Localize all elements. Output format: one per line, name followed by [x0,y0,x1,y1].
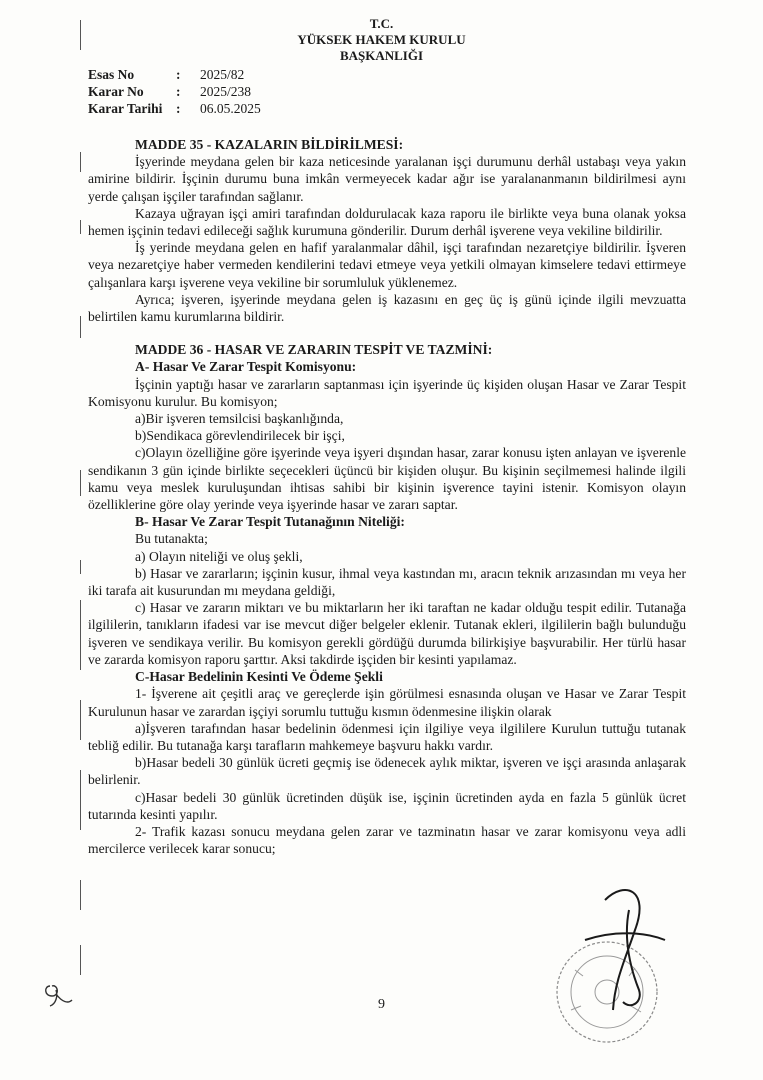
section-b-p2: c) Hasar ve zararın miktarı ve bu miktarların her iki taraftan ne kadar olduğu tespit edilir. Tutanağa ilgililerin, tanıkların ifadesi var ise mevcut diğer belgeler eklenir. Tutanak ekleri, ilgililerin bağlı bulunduğu işveren ve sendikaya verilir. Bu komisyon gerekli gördüğü durumda bilirkişiye başvurabilir. Her türlü hasar ve zararda komisyon raporu şarttır. Aksi takdirde işçiden bir kesinti yapılamaz. [88,600,686,667]
meta-value: 2025/238 [200,84,252,99]
left-margin-marks [80,0,83,1080]
signature-icon [565,870,675,1020]
article-36-title: MADDE 36 - HASAR VE ZARARIN TESPİT VE TAZMİNİ: [135,342,493,358]
article-35-p1: İşyerinde meydana gelen bir kaza neticesinde yaralanan işçi durumunu derhâl ustabaşı veya yakın amirine bildirir. İşçinin durumu buna imkân vermeyecek kadar ağır ise yaralananmanın bildirilmesi aynı yerde çalışan işçiler tarafından sağlanır. [88,154,686,204]
header-institution: YÜKSEK HAKEM KURULU [297,32,466,47]
meta-key: Karar Tarihi [88,101,163,116]
section-c-p1: 1- İşverene ait çeşitli araç ve gereçlerde işin görülmesi esnasında oluşan ve Hasar ve Zarar Tespit Kurulunun hasar ve zarardan işçiyi sorumlu tuttuğu kısmın ödenmesine ilişkin olarak [88,686,686,719]
section-a-title: A- Hasar Ve Zarar Tespit Komisyonu: [135,359,357,375]
section-a-item2: b)Sendikaca görevlendirilecek bir işçi, [135,428,345,444]
meta-key: Esas No [88,67,135,82]
meta-sep: : [176,67,181,82]
header-presidency: BAŞKANLIĞI [339,48,424,63]
section-b-item1: a) Olayın niteliği ve oluş şekli, [135,548,303,564]
section-a-p2: c)Olayın özelliğine göre işyerinde veya işyeri dışından hasar, zarar konusu işten anlayan ve işverenle sendikanın 3 gün içinde birlikte seçecekleri üçüncü bir kişiden oluşur. Bu kişinin seçilmemesi halinde ilgili kamu veya meslek kuruluşundan ihtisas sahibi bir kişinin işverence tayini istenir. Komisyon olayın özelliklerine göre olay yerinde veya işyerinde hasar ve zararı saptar. [88,445,686,513]
section-a-item1: a)Bir işveren temsilcisi başkanlığında, [135,411,344,427]
article-35-title: MADDE 35 - KAZALARIN BİLDİRİLMESİ: [135,137,404,152]
article-35-p2: Kazaya uğrayan işçi amiri tarafından doldurulacak kaza raporu ile birlikte veya buna olanak yoksa hemen işçinin tedavi edileceği sağlık kurumuna gönderilir. Durum derhâl işverene veya vekiline bildirilir. [88,205,686,239]
article-35-p4: Ayrıca; işveren, işyerinde meydana gelen iş kazasını en geç üç iş günü içinde ilgili mevzuatta belirtilen kamu kurumlarına bildirir. [88,291,686,325]
section-c-p5: 2- Trafik kazası sonucu meydana gelen zarar ve tazminatın hasar ve zarar komisyonu veya adli mercilerce verilecek karar sonucu; [88,823,686,857]
meta-row-karar [88,83,261,100]
section-c-p4: c)Hasar bedeli 30 günlük ücretinden düşük ise, işçinin ücretinden ayda en fazla 5 günlük ücret tutarında kesinti yapılır. [88,789,686,822]
meta-row-esas [88,66,261,83]
meta-sep: : [176,101,181,116]
section-b-title: B- Hasar Ve Zarar Tespit Tutanağının Niteliği: [135,514,405,530]
handwritten-mark-icon [42,980,82,1010]
section-c-p3: b)Hasar bedeli 30 günlük ücreti geçmiş ise ödenecek aylık miktar, işveren ve işçi arasında anlaşarak belirlenir. [88,755,686,788]
meta-value: 2025/82 [200,67,245,82]
section-a-p1: İşçinin yaptığı hasar ve zararların saptanması için işyerinde üç kişiden oluşan Hasar ve Zarar Tespit Komisyonu kurulur. Bu komisyon; [88,376,686,409]
meta-key: Karar No [88,84,144,99]
section-b-p1: b) Hasar ve zararların; işçinin kusur, ihmal veya kastından mı, aracın teknik arızasından mı veya her iki tarafa ait kusurundan mı meydana geldiği, [88,565,686,599]
meta-row-tarih [88,100,261,117]
case-meta [88,66,261,117]
section-c-p2: a)İşveren tarafından hasar bedelinin ödenmesi için ilgiliye veya ilgililere Kurulun tuttuğu tutanak tebliğ edilir. Bu tutanağa karşı tarafların mahkemeye başvuru hakkı vardır. [88,720,686,753]
meta-value: 06.05.2025 [200,101,261,116]
section-c-title: C-Hasar Bedelinin Kesinti Ve Ödeme Şekli [135,669,383,685]
header-tc: T.C. [369,16,394,31]
document-body [88,136,686,857]
section-b-item0: Bu tutanakta; [135,531,208,547]
meta-sep: : [176,84,181,99]
page-number: 9 [378,997,385,1012]
article-35-p3: İş yerinde meydana gelen en hafif yaralanmalar dâhil, işçi tarafından nezaretçiye bildirilir. İşveren veya nezaretçiye haber vermeden kendilerini tedavi etmeye veya yetkili olmayan kimselere tedavi ettirmeye çalışanlara karşı işverene veya vekiline bir sorumluluk yüklenemez. [88,240,686,290]
